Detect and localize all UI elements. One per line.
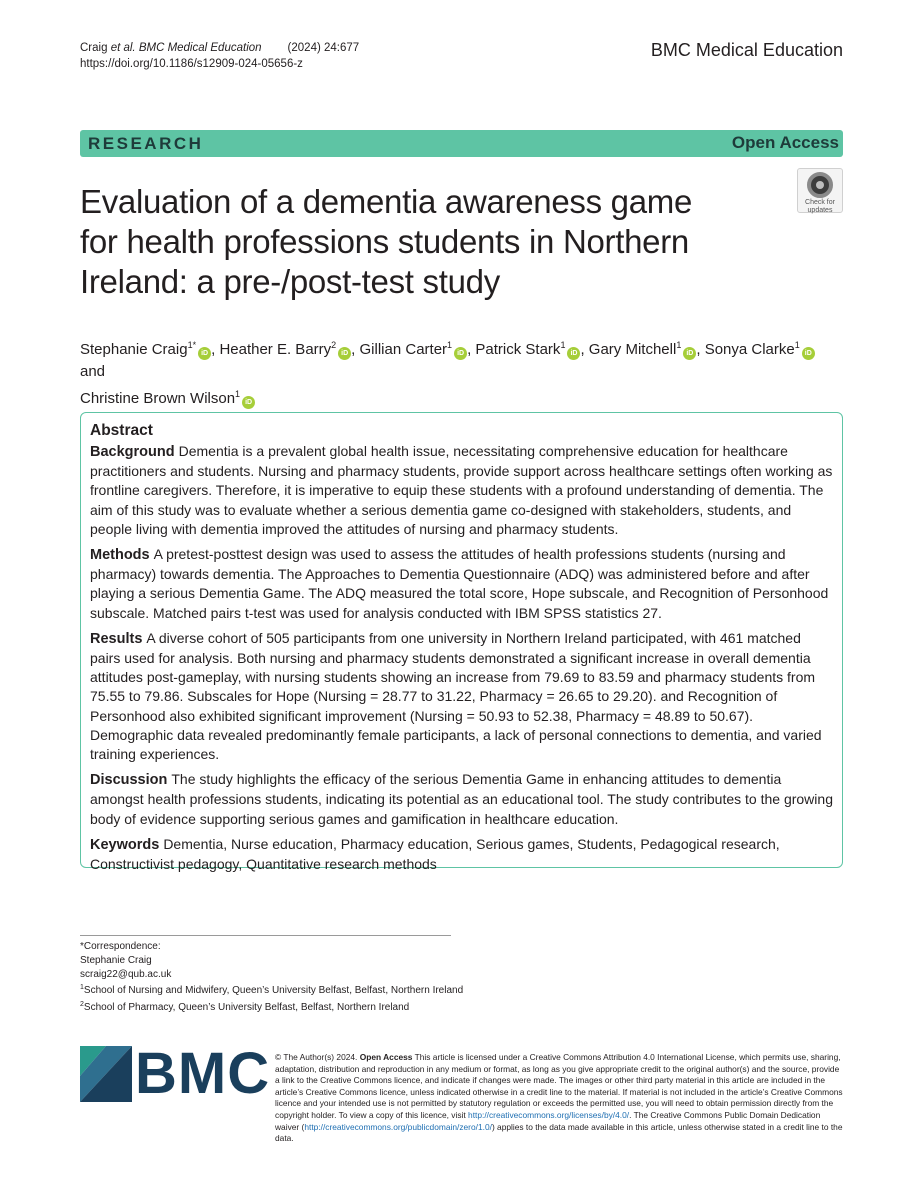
check-for-updates-button[interactable] [797, 168, 843, 213]
author-name[interactable]: Heather E. Barry [219, 341, 332, 358]
author-separator: , [467, 341, 476, 358]
running-header-citation [80, 40, 359, 72]
abstract-background [90, 442, 833, 539]
author-3 [360, 341, 476, 358]
discussion-text: The study highlights the efficacy of the serious Dementia Game in enhancing attitudes to dementia amongst health professions students, indicating its potential as an educational tool. The study contributes to the growing body of evidence supporting serious games and gamification in healthcare education. [90, 771, 833, 827]
abstract-results [90, 629, 833, 764]
affiliation-2-text: School of Pharmacy, Queen’s University Belfast, Belfast, Northern Ireland [83, 1002, 410, 1014]
orcid-icon[interactable]: iD [683, 347, 696, 360]
citation-authors: Craig [80, 42, 111, 54]
correspondence-label: *Correspondence: [80, 941, 161, 952]
check-for-updates-label [798, 199, 842, 215]
abstract-discussion [90, 770, 833, 829]
author-affiliation-sup: 1 [794, 340, 800, 350]
bmc-logo-mark-icon [80, 1046, 134, 1102]
orcid-icon[interactable]: iD [802, 347, 815, 360]
article-title [80, 182, 780, 302]
copyright: © The Author(s) 2024. [275, 1052, 360, 1062]
author-affiliation-sup: 1 [560, 340, 566, 350]
abstract-box [80, 412, 843, 873]
author-affiliation-sup: 1 [676, 340, 682, 350]
author-name[interactable]: Patrick Stark [475, 341, 561, 358]
author-name[interactable]: Sonya Clarke [704, 341, 795, 358]
license-link-cc-by[interactable]: http://creativecommons.org/licenses/by/4.0/ [468, 1109, 630, 1120]
license-text [275, 1052, 845, 1145]
discussion-label: Discussion [90, 772, 168, 789]
license-link-cc0[interactable]: http://creativecommons.org/publicdomain/zero/1.0/ [304, 1121, 492, 1132]
author-5 [589, 341, 705, 358]
section-band [80, 130, 843, 157]
author-affiliation-sup: 2 [331, 340, 337, 350]
author-separator: , [580, 341, 589, 358]
title-line-2: for health professions students in Northern [80, 223, 689, 260]
abstract-keywords [90, 835, 833, 874]
keywords-text: Dementia, Nurse education, Pharmacy education, Serious games, Students, Pedagogical research, Constructivist pedagogy, Quantitative research methods [90, 835, 780, 873]
check-label-line2: updates [807, 207, 833, 214]
author-name[interactable]: Gary Mitchell [588, 341, 677, 358]
author-affiliation-sup: 1 [235, 389, 241, 399]
orcid-icon[interactable]: iD [338, 347, 351, 360]
author-separator: , [696, 341, 705, 358]
affiliation-1 [80, 981, 480, 998]
keywords-label: Keywords [90, 836, 160, 853]
license-text-3: ) applies to the data made available in this article, unless otherwise stated in a credit line to the data. [275, 1121, 843, 1144]
author-affiliation-sup: 1 [447, 340, 453, 350]
orcid-icon[interactable]: iD [198, 347, 211, 360]
abstract-methods [90, 545, 833, 623]
background-label: Background [90, 444, 175, 460]
author-separator: , [211, 341, 220, 358]
check-label-line1: Check for [805, 199, 835, 206]
footnotes [80, 940, 480, 1015]
author-1 [80, 341, 219, 358]
orcid-icon[interactable]: iD [567, 347, 580, 360]
crossmark-icon [807, 172, 833, 198]
author-name[interactable]: Stephanie Craig [80, 341, 188, 358]
author-2 [219, 341, 359, 358]
orcid-icon[interactable]: iD [454, 347, 467, 360]
author-separator: and [80, 363, 106, 380]
license-oa-label: Open Access [359, 1052, 413, 1062]
footnote-divider [80, 935, 451, 936]
citation-volume: (2024) 24:677 [287, 42, 360, 54]
abstract-heading: Abstract [90, 422, 153, 439]
author-7 [80, 390, 255, 407]
journal-name: BMC Medical Education [650, 40, 843, 60]
results-label: Results [90, 630, 143, 647]
title-line-3: Ireland: a pre-/post-test study [80, 263, 500, 300]
doi-link[interactable]: https://doi.org/10.1186/s12909-024-05656-z [80, 58, 303, 70]
affiliation-1-text: School of Nursing and Midwifery, Queen’s University Belfast, Belfast, Northern Ireland [83, 985, 464, 997]
license-text-2: . The Creative Commons Public Domain Dedication waiver ( [275, 1109, 821, 1132]
author-list [80, 334, 840, 410]
author-affiliation-sup: 1* [187, 340, 197, 350]
methods-text: A pretest-posttest design was used to assess the attitudes of health professions students (nursing and pharmacy) towards dementia. The Approaches to Dementia Questionnaire (ADQ) was administered before and after playing a serious Dementia Game. The ADQ measured the total score, Hope subscale, and Recognition of Personhood subscale. Matched pairs t-test was used for analysis conducted with IBM SPSS statistics 27. [90, 546, 829, 621]
license-text-1: This article is licensed under a Creative Commons Attribution 4.0 International License, which permits use, sharing, adaptation, distribution and reproduction in any medium or format, as long as you give appropriate credit to the original author(s) and the source, provide a link to the Creative Commons licence, and indicate if changes were made. The images or other third party material in this article are included in the article’s Creative Commons licence, unless indicated otherwise in a credit line to the material. If material is not included in the article’s Creative Commons licence and your intended use is not permitted by statutory regulation or exceeds the permitted use, you will need to obtain permission directly from the copyright holder. To view a copy of this licence, visit [275, 1052, 843, 1120]
methods-label: Methods [90, 547, 150, 564]
author-4 [475, 341, 588, 358]
author-name[interactable]: Christine Brown Wilson [80, 390, 236, 407]
background-text: Dementia is a prevalent global health issue, necessitating comprehensive education for healthcare practitioners and students. Nursing and pharmacy students, provide support across healthcare settings often working as frontline caregivers. Therefore, it is imperative to equip these students with a profound understanding of dementia. The aim of this study was to evaluate whether a serious dementia game co-designed with stakeholders, students, and people living with dementia improved the attitudes of nursing and pharmacy students. [90, 443, 833, 537]
author-separator: , [351, 341, 360, 358]
correspondence-email[interactable]: scraig22@qub.ac.uk [80, 968, 172, 980]
correspondence-name: Stephanie Craig [80, 954, 152, 966]
bmc-logo-text: BMC [135, 1041, 271, 1106]
results-text: A diverse cohort of 505 participants from one university in Northern Ireland participated, with 461 matched pairs used for analysis. Both nursing and pharmacy students demonstrated a significant increase in overall dementia attitudes post-gameplay, with nursing students showing an increase from 79.69 to 83.59 and pharmacy students from 75.55 to 79.86. Subscales for Hope (Nursing = 28.77 to 31.22, Pharmacy = 26.65 to 29.20). and Recognition of Personhood also exhibited significant improvement (Nursing = 50.93 to 52.38, Pharmacy = 48.89 to 50.67). Demographic data revealed predominantly female participants, a lack of personal connections to dementia, and varied training experiences. [90, 629, 822, 763]
section-label: RESEARCH [88, 134, 204, 153]
affiliation-2 [80, 998, 480, 1015]
orcid-icon[interactable]: iD [242, 396, 255, 409]
open-access-label: Open Access [731, 133, 839, 152]
title-line-1: Evaluation of a dementia awareness game [80, 183, 693, 220]
bmc-logo [80, 1041, 271, 1106]
citation-journal: et al. BMC Medical Education [110, 42, 262, 54]
citation-line [80, 40, 359, 56]
affiliation-1-sup: 1 [80, 984, 84, 992]
author-name[interactable]: Gillian Carter [359, 341, 448, 358]
affiliation-2-sup: 2 [80, 1001, 84, 1009]
